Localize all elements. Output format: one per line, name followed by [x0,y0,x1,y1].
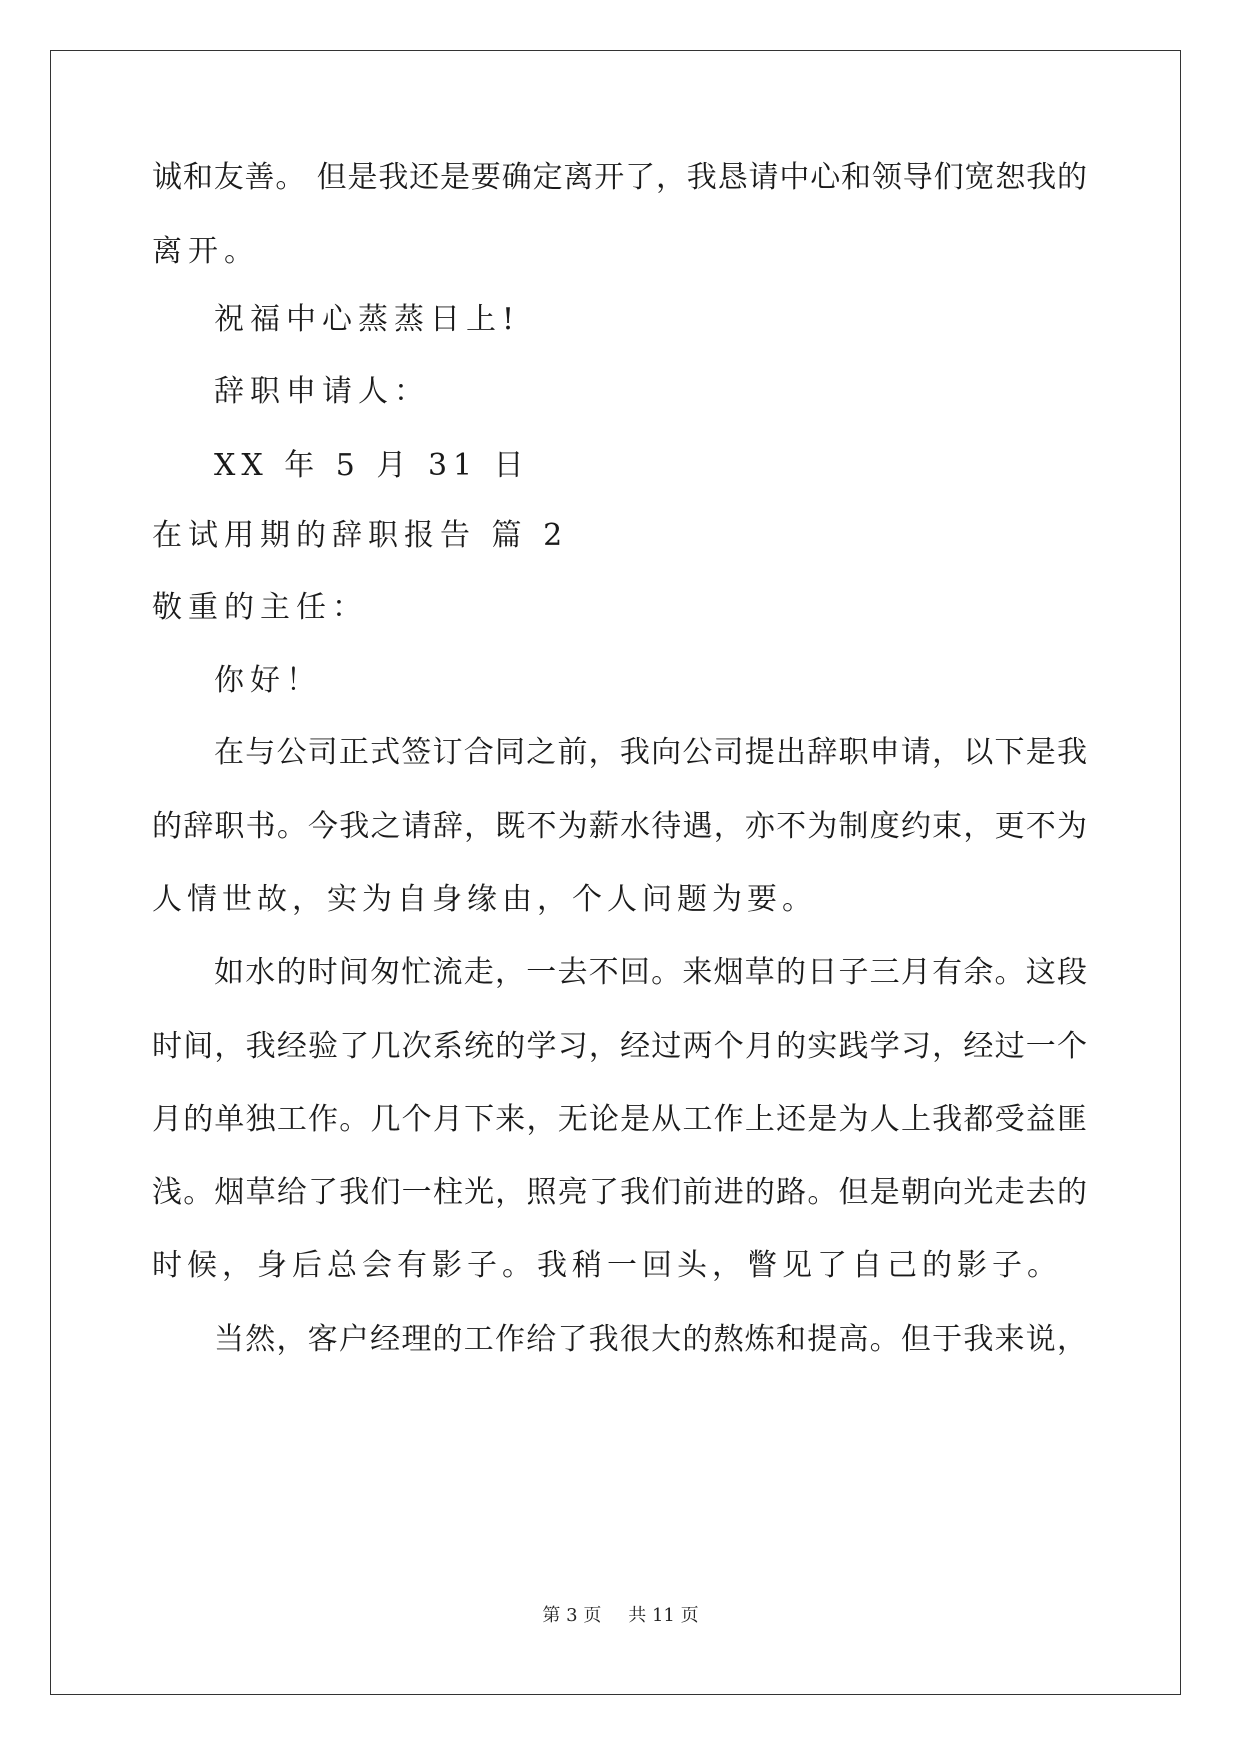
section-heading: 在试用期的辞职报告 篇 2 [152,518,569,553]
paragraph-line: 诚和友善。 但是我还是要确定离开了，我恳请中心和领导们宽恕我的 [152,160,1087,195]
page-total: 共 11 页 [628,1605,699,1626]
paragraph-line: 离开。 [152,234,260,269]
paragraph-line: 时候，身后总会有影子。我稍一回头，瞥见了自己的影子。 [152,1248,1062,1283]
closing-blessing: 祝福中心蒸蒸日上! [214,302,521,337]
page-footer [0,1604,1241,1628]
page-number: 第 3 页 [542,1605,602,1626]
paragraph-line: 人情世故，实为自身缘由，个人问题为要。 [152,882,817,917]
paragraph-line: 的辞职书。今我之请辞，既不为薪水待遇，亦不为制度约束，更不为 [152,809,1087,844]
paragraph-line: 在与公司正式签订合同之前，我向公司提出辞职申请，以下是我 [214,735,1087,770]
paragraph-line: 当然，客户经理的工作给了我很大的熬炼和提高。但于我来说， [214,1322,1087,1357]
paragraph-line: 如水的时间匆忙流走，一去不回。来烟草的日子三月有余。这段 [214,955,1087,990]
greeting: 你好！ [214,663,322,698]
paragraph-line: 时间，我经验了几次系统的学习，经过两个月的实践学习，经过一个 [152,1029,1087,1064]
paragraph-line: 浅。烟草给了我们一柱光，照亮了我们前进的路。但是朝向光走去的 [152,1175,1087,1210]
signature-label: 辞职申请人： [214,374,430,409]
paragraph-line: 月的单独工作。几个月下来，无论是从工作上还是为人上我都受益匪 [152,1102,1087,1137]
page-border [50,50,1181,1695]
date-line: XX 年 5 月 31 日 [214,448,530,483]
salutation: 敬重的主任： [152,590,368,625]
